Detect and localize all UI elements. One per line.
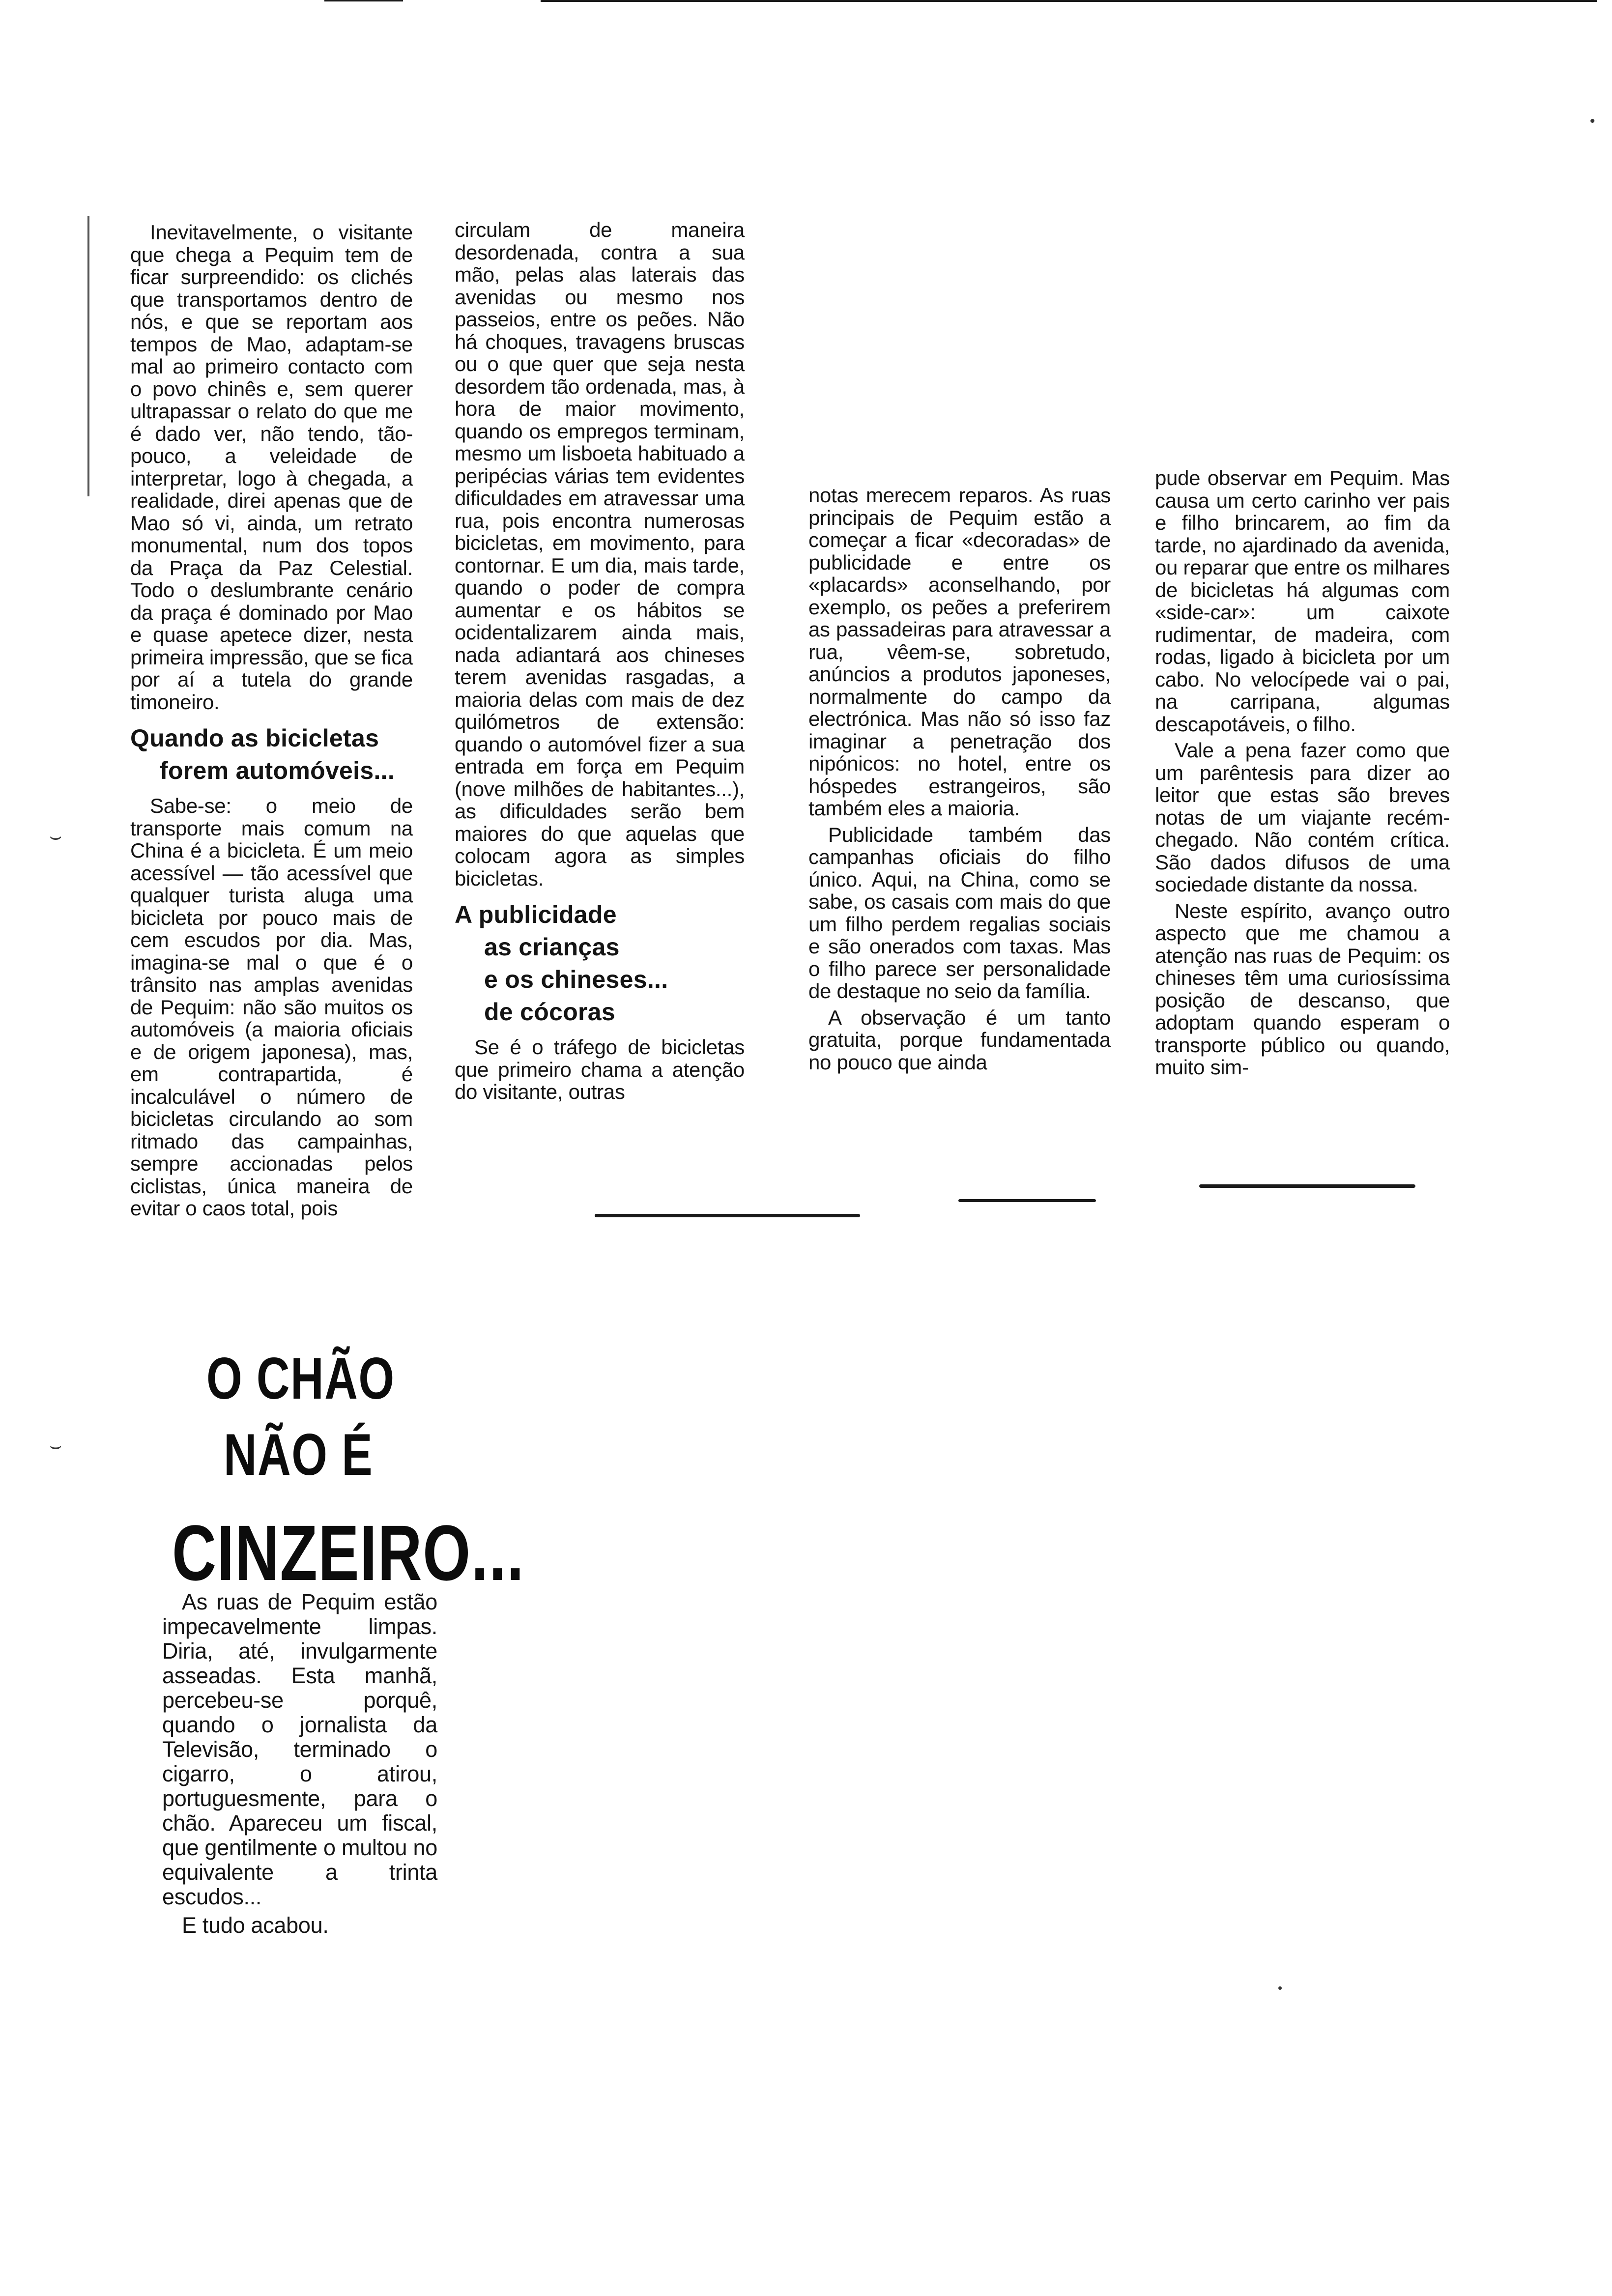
subheading-bicicletas [130,722,413,787]
subheading-line: de cócoras [484,998,616,1026]
scan-dot-bottom: • [1278,1980,1283,1995]
column-end-rule [1199,1184,1415,1188]
article-paragraph: notas merecem reparos. As ruas principais de Pequim estão a começar a ficar «decoradas» de publicidade e entre os «placards» aconselhando, por exemplo, os peões a preferirem as passadeiras para atravessar a rua, vêem-se, sobretudo, anúncios a produtos japoneses, normalmente do campo da electrónica. Mas não só isso faz imaginar a penetração dos nipónicos: no hotel, entre os hóspedes estrangeiros, são também eles a maioria. [808,484,1111,820]
subheading-line: forem automóveis... [160,757,395,784]
subheading-line: A publicidade [455,901,617,928]
article-column-1 [130,221,413,1220]
subheading-publicidade [455,898,745,1028]
column-end-rule [595,1214,860,1217]
sidebar-paragraph: As ruas de Pequim estão impecavelmente limpas. Diria, até, invulgarmente asseadas. Esta manhã, percebeu-se porquê, quando o jornalista da Televisão, terminado o cigarro, o atirou, portuguesmente, para o chão. Apareceu um fiscal, que gentilmente o multou no equivalente a trinta escudos... [162,1589,437,1909]
article-column-2 [455,219,745,1103]
column-end-rule [958,1199,1096,1202]
top-scan-rule [541,0,1597,2]
article-paragraph: Publicidade também das campanhas oficiais do filho único. Aqui, na China, como se sabe, os casais com mais do que um filho perdem regalias sociais e são onerados com taxas. Mas o filho parece ser personalidade de destaque no seio da família. [808,823,1111,1003]
sidebar-headline-line-1: O CHÃO [206,1346,395,1411]
article-paragraph: circulam de maneira desordenada, contra a sua mão, pelas alas laterais das avenidas ou mesmo nos passeios, entre os peões. Não há choques, travagens bruscas ou o que quer que seja nesta desordem tão ordenada, mas, à hora de maior movimento, quando os empregos terminam, mesmo um lisboeta habituado a peripécias várias tem evidentes dificuldades em atravessar uma rua, pois encontra numerosas bicicletas, em movimento, para contornar. E um dia, mais tarde, quando o poder de compra aumentar e os hábitos se ocidentalizarem ainda mais, nada adiantará aos chineses terem avenidas rasgadas, a maioria delas com mais de dez quilómetros de extensão: quando o automóvel fizer a sua entrada em força em Pequim (nove milhões de habitantes...), as dificuldades serão bem maiores do que aquelas que colocam agora as simples bicicletas. [455,218,745,890]
article-paragraph: Sabe-se: o meio de transporte mais comum na China é a bicicleta. É um meio acessível — tão acessível que qualquer turista aluga uma bicicleta por pouco mais de cem escudos por dia. Mas, imagina-se mal o que é o trânsito nas amplas avenidas de Pequim: não são muitos os automóveis (a maioria oficiais e de origem japonesa), mas, em contrapartida, é incalculável o número de bicicletas circulando ao som ritmado das campainhas, sempre accionadas pelos ciclistas, única maneira de evitar o caos total, pois [130,794,413,1220]
subheading-line: as crianças [484,933,620,961]
scan-mark-left-2: ⌣ [49,1435,62,1457]
sidebar-headline-line-2: NÃO É [224,1422,374,1488]
article-paragraph: A observação é um tanto gratuita, porque fundamentada no pouco que ainda [808,1005,1111,1074]
article-paragraph: Inevitavelmente, o visitante que chega a Pequim tem de ficar surpreendido: os clichés que transportamos dentro de nós, e que se reportam aos tempos de Mao, adaptam-se mal ao primeiro contacto com o povo chinês e, sem querer ultrapassar o relato do que me é dado ver, não tendo, tão-pouco, a veleidade de interpretar, logo à chegada, a realidade, direi apenas que de Mao só vi, ainda, um retrato monumental, num dos topos da Praça da Paz Celestial. Todo o deslumbrante cenário da praça é dominado por Mao e quase apetece dizer, nesta primeira impressão, que se fica por aí a tutela do grande timoneiro. [130,221,413,714]
left-margin-rule [87,216,89,496]
subheading-line: e os chineses... [484,966,668,993]
subheading-line: Quando as bicicletas [130,724,379,752]
scan-dot-right: • [1590,113,1595,129]
scan-mark-left-1: ⌣ [49,826,62,847]
article-paragraph: Vale a pena fazer como que um parêntesis para dizer ao leitor que estas são breves notas de um viajante recém-chegado. Não contém crítica. São dados difusos de uma sociedade distante da nossa. [1155,739,1450,896]
sidebar-paragraph: E tudo acabou. [182,1913,329,1938]
sidebar-body [162,1590,437,1938]
article-paragraph: Se é o tráfego de bicicletas que primeiro chama a atenção do visitante, outras [455,1035,745,1103]
article-paragraph: pude observar em Pequim. Mas causa um certo carinho ver pais e filho brincarem, ao fim da tarde, no ajardinado da avenida, ou reparar que entre os milhares de bicicletas há algumas com «side-car»: um caixote rudimentar, de madeira, com rodas, ligado à bicicleta por um cabo. No velocípede vai o pai, na carripana, algumas descapotáveis, o filho. [1155,466,1450,736]
article-paragraph: Neste espírito, avanço outro aspecto que me chamou a atenção nas ruas de Pequim: os chineses têm uma curiosíssima posição de descanso, que adoptam quando esperam o transporte público ou quando, muito sim- [1155,899,1450,1079]
top-scan-rule-short [324,0,403,1]
sidebar-headline-line-3: CINZEIRO... [172,1509,525,1597]
article-column-4 [1155,467,1450,1079]
article-column-3 [808,484,1111,1073]
